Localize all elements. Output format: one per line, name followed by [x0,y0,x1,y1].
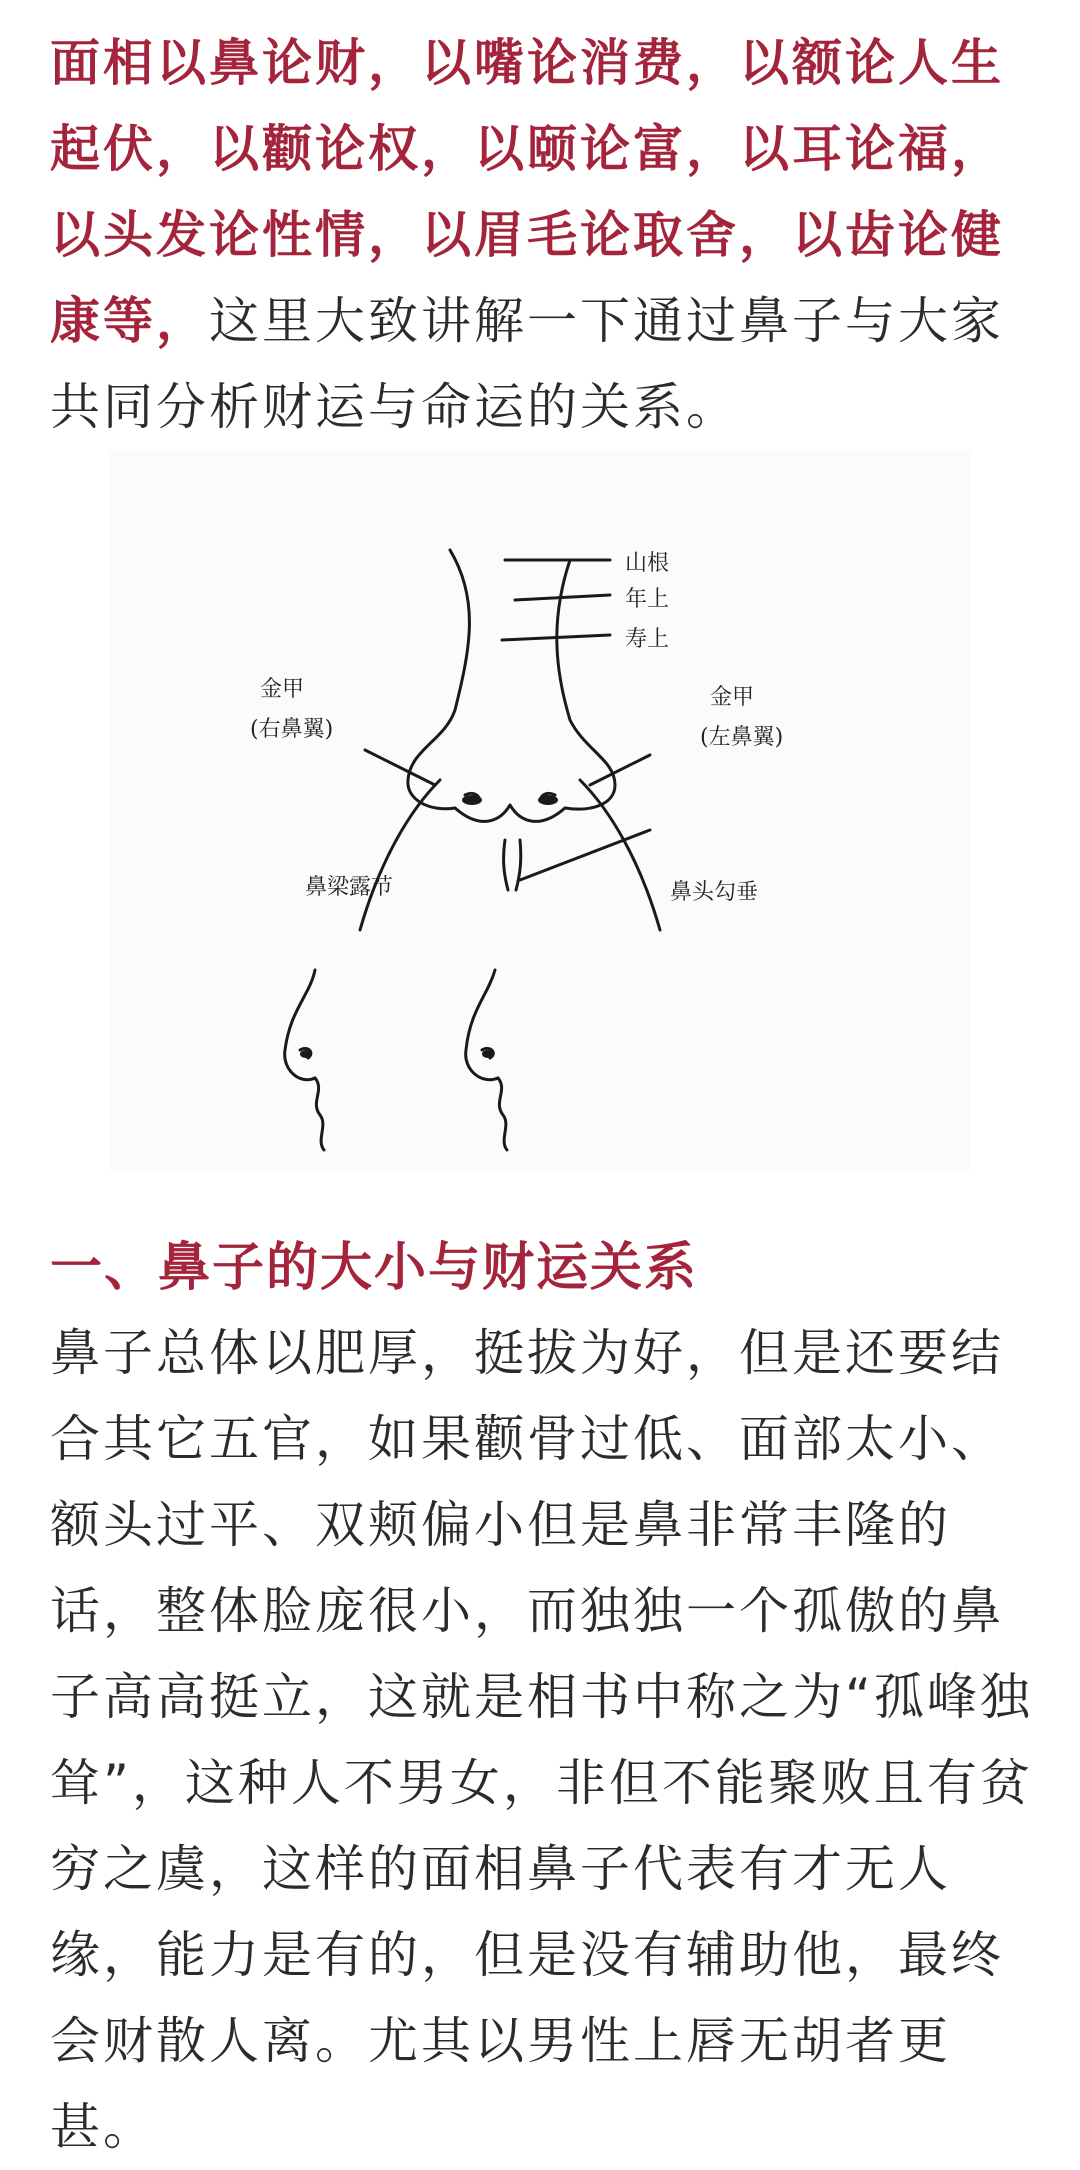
intro-paragraph [50,20,1040,450]
section-body-paragraph: 鼻子总体以肥厚，挺拔为好，但是还要结合其它五官，如果颧骨过低、面部太小、额头过平、双颊偏小但是鼻非常丰隆的话，整体脸庞很小，而独独一个孤傲的鼻子高高挺立，这就是相书中称之为“孤峰独耸”，这种人不男女，非但不能聚败且有贫穷之虞，这样的面相鼻子代表有才无人缘，能力是有的，但是没有辅助他，最终会财散人离。尤其以男性上唇无胡者更甚。 [50,1324,1033,2156]
left-nostril-mark [538,795,558,805]
nose-diagram-drawing [110,450,970,1170]
label-bi-tou-gou-chui: 鼻头勾垂 [670,880,759,905]
label-jin-jia-right-sub: (右鼻翼) [250,717,334,742]
label-jin-jia-left: 金甲 [710,685,755,710]
profile-nostril-mark-1 [300,1050,312,1058]
right-nostril-mark [462,795,482,805]
profile-nostril-mark-2 [482,1050,494,1058]
intro-text: 这里大致讲解一下通过鼻子与大家共同分析财运与命运的关系。 [50,292,1004,436]
label-jin-jia-left-sub: (左鼻翼) [700,725,784,750]
section-heading: 一、鼻子的大小与财运关系 [50,1238,699,1298]
label-shan-gen: 山根 [625,551,670,576]
intro-highlight: 面相以鼻论财，以嘴论消费，以额论人生起伏，以颧论权，以颐论富，以耳论福，以头发论性情，以眉毛论取舍，以齿论健康等， [50,34,1004,350]
label-bi-liang-lu-jie: 鼻梁露节 [305,875,394,900]
nose-diagram-figure [110,450,970,1170]
label-jin-jia-right: 金甲 [260,677,305,702]
label-nian-shang: 年上 [625,587,670,612]
label-shou-shang: 寿上 [625,627,670,652]
